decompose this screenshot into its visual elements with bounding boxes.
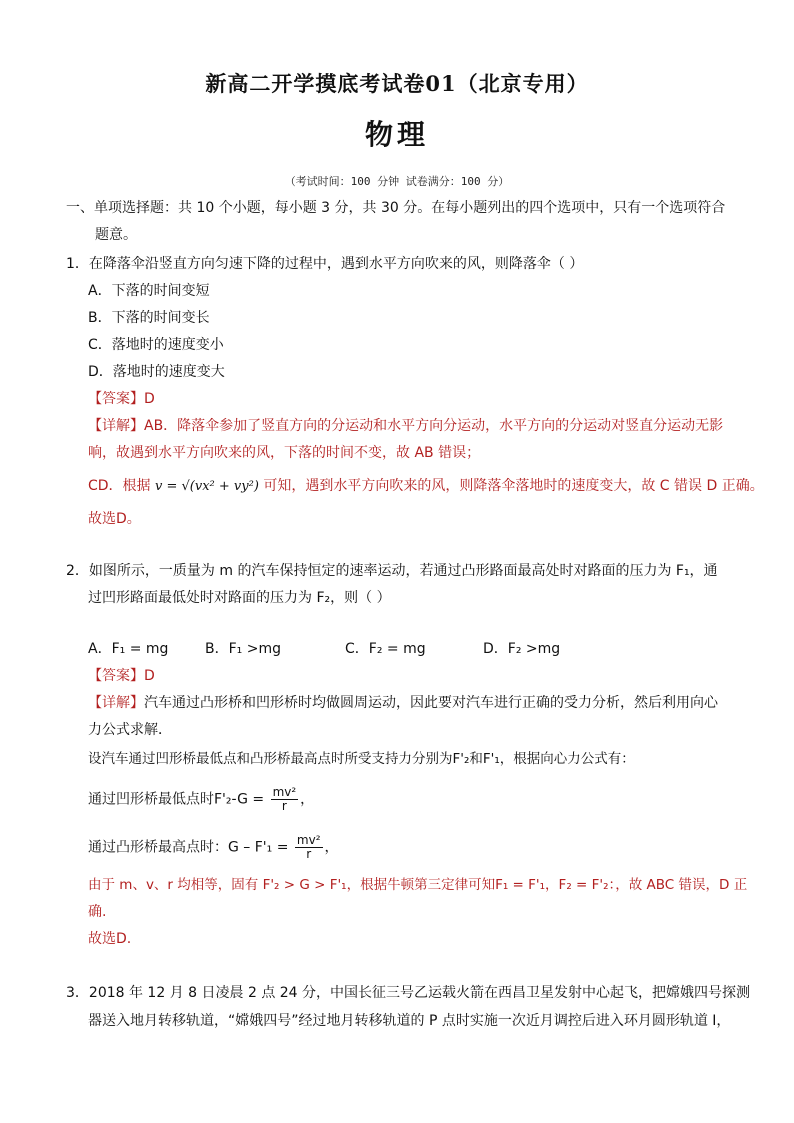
q2-option-b: B．F₁ >mg bbox=[205, 641, 281, 657]
exam-info: （考试时间：100 分钟 试卷满分：100 分） bbox=[284, 175, 510, 188]
q2-stem-line1: 2．如图所示，一质量为 m 的汽车保持恒定的速率运动，若通过凸形路面最高处时对路面的压力为 F₁，通 bbox=[66, 563, 718, 579]
exam-title: 新高二开学摸底考试卷01（北京专用） bbox=[205, 71, 589, 96]
q1-option-c: C．落地时的速度变小 bbox=[88, 337, 224, 353]
q2-answer: 【答案】D bbox=[88, 668, 155, 684]
q1-detail3-post: 可知，遇到水平方向吹来的风，则降落伞落地时的速度变大，故 C 错误 D 正确。 bbox=[263, 478, 764, 494]
q2-detail-label: 【详解】 bbox=[88, 695, 144, 711]
q2-option-a: A．F₁ = mg bbox=[88, 641, 169, 657]
q2-detail-line1 bbox=[88, 693, 718, 713]
q2-option-d: D．F₂ >mg bbox=[483, 641, 561, 657]
q1-detail-line2: 响，故遇到水平方向吹来的风，下落的时间不变，故 AB 错误； bbox=[88, 445, 481, 461]
q2-low-frac-den: r bbox=[281, 799, 287, 813]
q2-low-post: ， bbox=[300, 791, 315, 808]
q2-conclusion: 故选D. bbox=[88, 931, 132, 947]
q2-detail-line4: 由于 m、v、r 均相等，固有 F'₂ > G > F'₁，根据牛顿第三定律可知F₁ = F'₁，F₂ = F'₂：，故 ABC 错误，D 正 bbox=[88, 877, 748, 893]
q2-high-post: ， bbox=[324, 839, 339, 856]
q1-detail3-pre: CD．根据 bbox=[88, 478, 151, 494]
q2-detail-line2: 力公式求解． bbox=[88, 722, 172, 738]
q2-detail-line3: 设汽车通过凹形桥最低点和凸形桥最高点时所受支持力分别为F'₂和F'₁，根据向心力公式有： bbox=[88, 751, 635, 767]
q1-stem: 1．在降落伞沿竖直方向匀速下降的过程中，遇到水平方向吹来的风，则降落伞（ ） bbox=[66, 256, 584, 272]
q2-option-c: C．F₂ = mg bbox=[345, 641, 426, 657]
q3-stem-line2: 器送入地月转移轨道，“嫦娥四号”经过地月转移轨道的 P 点时实施一次近月调控后进入环月圆形轨道 I， bbox=[88, 1013, 731, 1029]
q1-detail-line3 bbox=[88, 476, 764, 497]
q2-detail-line5: 确. bbox=[88, 904, 107, 920]
q1-detail-text1: AB．降落伞参加了竖直方向的分运动和水平方向分运动，水平方向的分运动对竖直分运动无影 bbox=[144, 418, 724, 434]
q1-formula: v = √(vx² + vy²) bbox=[155, 479, 259, 494]
section1-heading-line1: 一、单项选择题：共 10 个小题，每小题 3 分，共 30 分。在每小题列出的四个选项中，只有一个选项符合 bbox=[66, 200, 726, 216]
q2-high-point-eq bbox=[88, 834, 339, 861]
q1-detail-label: 【详解】 bbox=[88, 418, 144, 434]
q1-conclusion: 故选D。 bbox=[88, 511, 141, 527]
q3-stem-line1: 3．2018 年 12 月 8 日凌晨 2 点 24 分，中国长征三号乙运载火箭在西昌卫星发射中心起飞，把嫦娥四号探测 bbox=[66, 985, 751, 1001]
q1-detail-line1 bbox=[88, 416, 723, 436]
q2-low-fraction bbox=[271, 786, 299, 813]
q2-low-pre: 通过凹形桥最低点时F'₂-G = bbox=[88, 791, 265, 808]
q2-low-point-eq bbox=[88, 786, 314, 813]
q2-high-fraction bbox=[295, 834, 323, 861]
q2-high-frac-num: mv² bbox=[296, 833, 321, 847]
q2-low-frac-num: mv² bbox=[272, 785, 297, 799]
q1-option-a: A．下落的时间变短 bbox=[88, 283, 210, 299]
q1-answer: 【答案】D bbox=[88, 391, 155, 407]
q1-option-d: D．落地时的速度变大 bbox=[88, 364, 225, 380]
q2-detail-text1: 汽车通过凸形桥和凹形桥时均做圆周运动，因此要对汽车进行正确的受力分析，然后利用向心 bbox=[144, 695, 718, 711]
q2-high-pre: 通过凸形桥最高点时：G – F'₁ = bbox=[88, 839, 289, 856]
q2-high-frac-den: r bbox=[306, 847, 312, 861]
section1-heading-line2: 题意。 bbox=[95, 227, 137, 243]
q1-option-b: B．下落的时间变长 bbox=[88, 310, 210, 326]
subject-title: 物理 bbox=[364, 118, 429, 151]
q2-stem-line2: 过凹形路面最低处时对路面的压力为 F₂，则（ ） bbox=[88, 590, 391, 606]
